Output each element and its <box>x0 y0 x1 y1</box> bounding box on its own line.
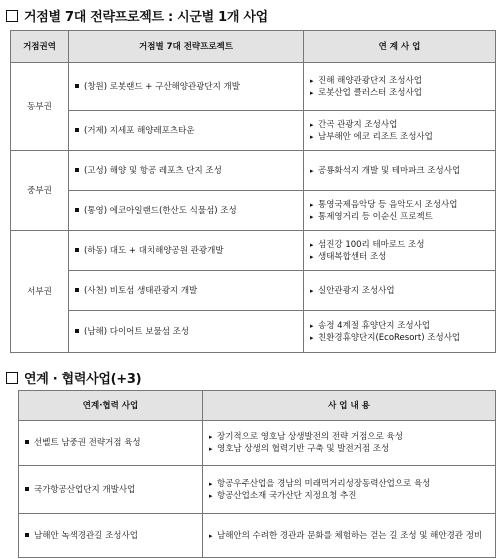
table-row <box>19 466 496 514</box>
links-cell <box>304 63 496 111</box>
links-cell <box>304 231 496 271</box>
content-cell <box>203 466 496 514</box>
content-cell <box>203 514 496 558</box>
project-cell <box>69 111 304 151</box>
project-label: 선벨트 남중권 전략거점 육성 <box>34 438 141 448</box>
bullet-icon <box>75 248 79 252</box>
links-cell <box>304 191 496 231</box>
bullet-icon <box>25 440 29 444</box>
project-cell <box>19 421 203 466</box>
link-item: ▸ 로봇산업 클러스터 조성사업 <box>310 87 489 99</box>
link-item: ▸ 실안관광지 조성사업 <box>310 285 489 297</box>
project-label: 남해안 녹색경관길 조성사업 <box>34 530 138 541</box>
bullet-icon <box>75 329 79 333</box>
table-row <box>11 311 496 353</box>
project-label: 국가항공산업단지 개발사업 <box>34 484 136 495</box>
project-label: (고성) 해양 및 항공 레포츠 단지 조성 <box>84 165 222 176</box>
link-item: ▸ 생태복합센터 조성 <box>310 251 489 263</box>
table-row <box>19 421 496 466</box>
link-item: ▸ 친환경휴양단지(EcoResort) 조성사업 <box>310 332 489 344</box>
header-project: 거점별 7대 전략프로젝트 <box>69 31 304 63</box>
table-header-row <box>19 391 496 421</box>
header-content: 사 업 내 용 <box>203 391 496 421</box>
content-item: ▸ 항공우주산업을 경남의 미래먹거리성장동력산업으로 육성 <box>209 478 489 490</box>
strategy-projects-table <box>10 30 496 353</box>
table-row <box>19 514 496 558</box>
project-cell <box>69 231 304 271</box>
project-label: (하동) 대도 + 대치해양공원 관광개발 <box>84 245 224 256</box>
bullet-icon <box>75 208 79 212</box>
links-cell <box>304 151 496 191</box>
link-item: ▸ 섬진강 100리 테마로드 조성 <box>310 239 489 251</box>
project-cell <box>69 271 304 311</box>
bullet-icon <box>75 168 79 172</box>
project-cell <box>69 311 304 353</box>
content-item: ▸ 항공산업소재 국가산단 지정요청 추진 <box>209 490 489 502</box>
link-item: ▸ 간곡 관광지 조성사업 <box>310 119 489 131</box>
link-item: ▸ 진해 해양관광단지 조성사업 <box>310 75 489 87</box>
header-links: 연 계 사 업 <box>304 31 496 63</box>
links-cell <box>304 111 496 151</box>
section2-heading <box>6 368 141 387</box>
bullet-icon <box>75 84 79 88</box>
table-row <box>11 111 496 151</box>
project-label: (남해) 다이어트 보물섬 조성 <box>84 326 190 337</box>
project-cell <box>69 191 304 231</box>
bullet-icon <box>25 487 29 491</box>
bullet-icon <box>25 533 29 537</box>
section1-heading <box>6 6 268 25</box>
project-cell <box>69 151 304 191</box>
checkbox-square-icon <box>6 372 18 384</box>
table-row <box>11 151 496 191</box>
link-item: ▸ 공룡화석지 개발 및 테마파크 조성사업 <box>310 165 489 177</box>
table-row <box>11 63 496 111</box>
content-item: ▸ 남해안의 수려한 경관과 문화를 체험하는 걷는 길 조성 및 해안경관 정비 <box>209 530 489 542</box>
header-region: 거점권역 <box>11 31 69 63</box>
section2-title: 연계 · 협력사업(+3) <box>24 372 142 387</box>
project-label: (창원) 로봇랜드 + 구산해양관광단지 개발 <box>84 81 240 92</box>
table-row <box>11 231 496 271</box>
project-label: (사천) 비토섬 생태관광지 개발 <box>84 285 198 296</box>
content-cell <box>203 421 496 466</box>
table-row <box>11 271 496 311</box>
content-item: ▸ 영호남 상생의 협력기반 구축 및 발전거점 조성 <box>209 443 489 455</box>
project-label: (통영) 에코아일랜드(한산도 식물섬) 조성 <box>84 205 237 216</box>
region-cell: 동부권 <box>11 63 69 151</box>
project-cell <box>19 466 203 514</box>
region-cell: 중부권 <box>11 151 69 231</box>
header-project: 연계·협력 사업 <box>19 391 203 421</box>
table-row <box>11 191 496 231</box>
checkbox-square-icon <box>6 10 18 22</box>
project-cell <box>69 63 304 111</box>
link-item: ▸ 통제영거리 등 이순신 프로젝트 <box>310 211 489 223</box>
content-item: ▸ 장기적으로 영호남 상생발전의 전략 거점으로 육성 <box>209 431 489 443</box>
links-cell <box>304 311 496 353</box>
link-item: ▸ 남부해안 에코 리조트 조성사업 <box>310 131 489 143</box>
bullet-icon <box>75 128 79 132</box>
project-cell <box>19 514 203 558</box>
cooperation-projects-table <box>18 390 496 558</box>
bullet-icon <box>75 288 79 292</box>
region-cell: 서부권 <box>11 231 69 353</box>
project-label: (거제) 지세포 해양레포츠타운 <box>84 125 195 136</box>
section1-title: 거점별 7대 전략프로젝트 : 시군별 1개 사업 <box>24 10 268 25</box>
links-cell <box>304 271 496 311</box>
link-item: ▸ 통영국제음악당 등 음악도시 조성사업 <box>310 199 489 211</box>
link-item: ▸ 송정 4계절 휴양단지 조성사업 <box>310 320 489 332</box>
table-header-row <box>11 31 496 63</box>
